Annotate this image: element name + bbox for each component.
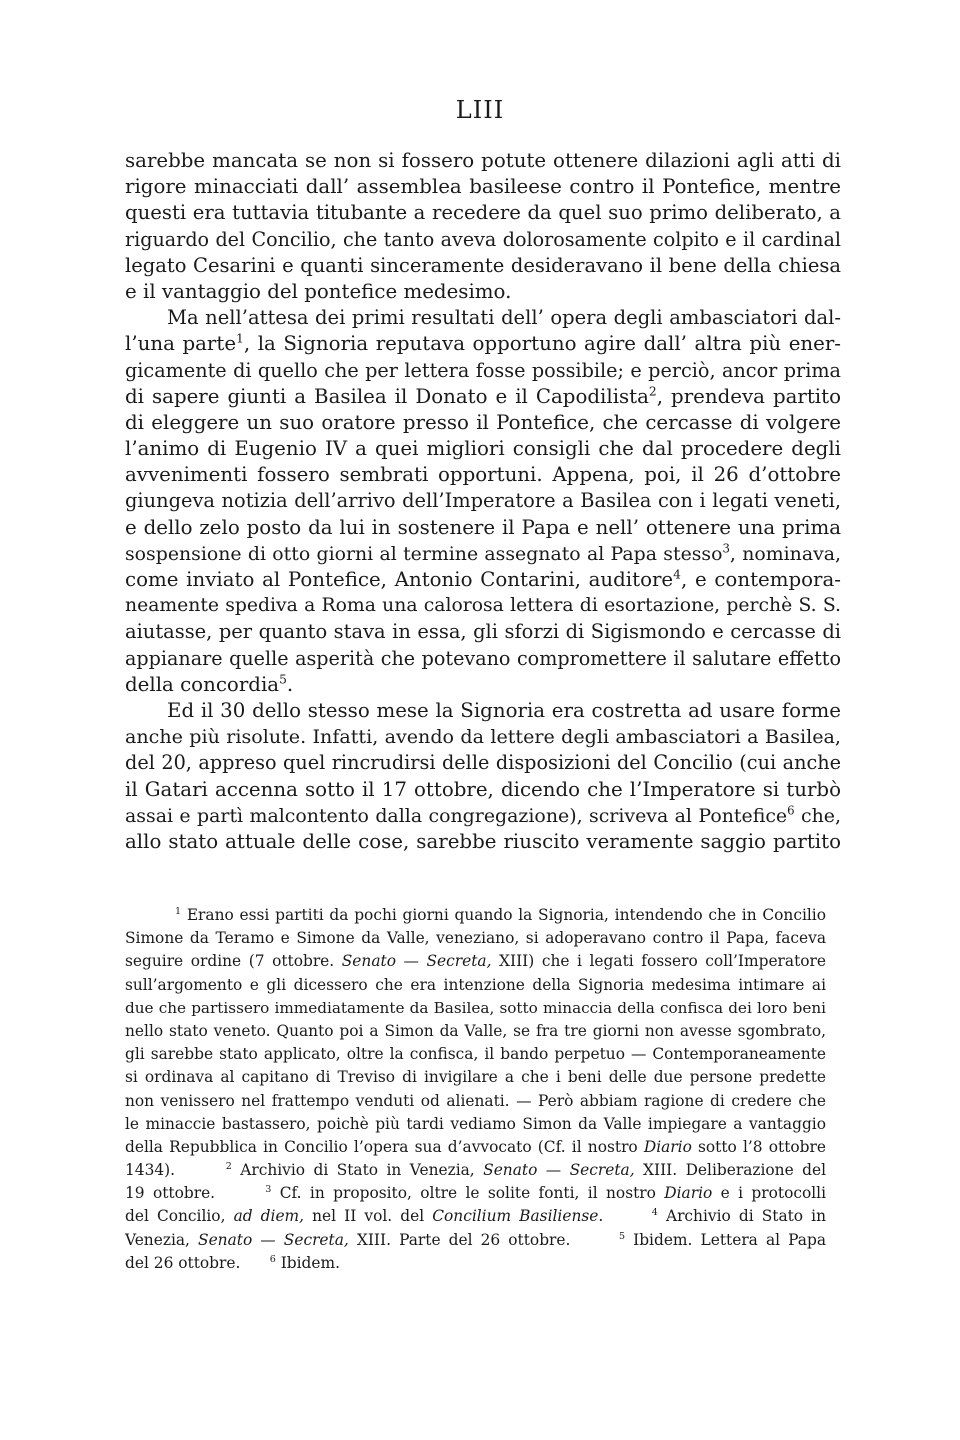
text-run: del 26 ottobre. (125, 1253, 270, 1272)
footnote-line (125, 1090, 826, 1113)
text-run: si ordinava al capitano di Treviso di invigilare a che i beni delle due persone predette (125, 1068, 826, 1087)
text-run: , nominava, (729, 542, 842, 565)
text-run: questi era tuttavia titubante a recedere da quel suo primo deliberato, a (125, 201, 841, 225)
text-run: gicamente di quello che per lettera fosse possibile; e perciò, ancor prima (125, 358, 841, 382)
footnote-line (125, 1066, 826, 1089)
footnote-marker: 4 (651, 1207, 658, 1219)
text-run: seguire ordine (7 ottobre. (125, 952, 342, 971)
text-run: , e contempora- (680, 568, 841, 591)
italic-text: Senato — Secreta, (341, 952, 492, 971)
text-line (125, 358, 841, 384)
text-run: sospensione di otto giorni al termine assegnato al Papa stesso (125, 542, 723, 565)
text-line (125, 515, 841, 541)
page-number: LIII (455, 96, 505, 124)
text-run: del Concilio, (125, 1207, 234, 1226)
text-run: , prendeva partito (656, 384, 841, 408)
footnote-marker: 2 (648, 384, 657, 399)
text-line (125, 724, 841, 750)
text-run: e i protocolli (712, 1184, 826, 1203)
text-run: l’animo di Eugenio IV a quei migliori consigli che dal procedere degli (125, 437, 841, 461)
italic-text: Senato — Secreta, (198, 1230, 349, 1249)
text-run: e il vantaggio del pontefice medesimo. (125, 279, 512, 303)
text-run: sarebbe mancata se non si fossero potute ottenere dilazioni agli atti di (125, 149, 841, 172)
text-line (125, 646, 841, 672)
text-run: due che partissero immediatamente da Basilea, sotto minaccia della confisca dei loro beni (125, 998, 826, 1017)
footnote-line (125, 927, 826, 950)
text-run: XIII. Parte del 26 ottobre. (348, 1230, 619, 1249)
italic-text: Diario (664, 1184, 713, 1203)
text-run: Ed il 30 dello stesso mese la Signoria era costretta ad usare forme (167, 698, 841, 722)
text-line (125, 672, 841, 698)
text-run: Simone da Teramo e Simone da Valle, veneziano, si adoperavano contro il Papa, faceva (125, 929, 826, 948)
text-run: nello stato veneto. Quanto poi a Simon da Valle, se fra tre giorni non avesse sgombrato, (125, 1021, 826, 1040)
text-run: legato Cesarini e quanti sinceramente desideravano il bene della chiesa (125, 253, 841, 277)
text-run: giungeva notizia dell’arrivo dell’Imperatore a Basilea con i legati veneti, (125, 489, 841, 513)
text-line (125, 384, 841, 410)
text-run: Ibidem. (275, 1253, 340, 1272)
footnote-line (125, 950, 826, 973)
text-run: della concordia (125, 672, 280, 696)
text-run: l’una parte (125, 332, 237, 356)
text-run: rigore minacciati dall’ assemblea basileese contro il Pontefice, mentre (125, 175, 841, 199)
text-run: neamente spediva a Roma una calorosa lettera di esortazione, perchè S. S. (125, 595, 841, 617)
footnote-line (125, 974, 826, 997)
text-line (125, 462, 841, 488)
footnote-marker: 6 (787, 803, 795, 818)
text-run: appianare quelle asperità che potevano compromettere il salutare effetto (125, 646, 841, 670)
italic-text: Concilium Basiliense. (432, 1207, 604, 1226)
text-run: come inviato al Pontefice, Antonio Contarini, auditore (125, 568, 674, 591)
text-run: Archivio di Stato in (657, 1207, 826, 1226)
italic-text: Senato — Secreta, (483, 1161, 635, 1180)
footnote-marker: 4 (673, 567, 681, 582)
footnote-marker: 2 (225, 1160, 232, 1172)
text-line (125, 279, 841, 305)
footnote-marker: 1 (236, 331, 244, 346)
text-line (125, 541, 841, 567)
footnote-line (125, 1159, 826, 1182)
footnote-marker: 5 (618, 1230, 626, 1242)
text-run: il Gatari accenna sotto il 17 ottobre, dicendo che l’Imperatore si turbò (125, 777, 841, 801)
text-run: Ma nell’attesa dei primi resultati dell’ opera degli ambasciatori dal- (167, 306, 841, 330)
italic-text: ad diem, (233, 1207, 305, 1226)
footnote-marker: 6 (269, 1253, 276, 1265)
footnote-line (125, 1020, 826, 1043)
footnotes (125, 904, 826, 1275)
text-line (125, 698, 841, 724)
footnote-line (125, 1113, 826, 1136)
text-run: gli sarebbe stato applicato, oltre la confisca, il bando perpetuo — Contemporaneamente (125, 1045, 826, 1064)
footnote-line (125, 1136, 826, 1159)
text-run: avvenimenti fossero sembrati opportuni. Appena, poi, il 26 d’ottobre (125, 463, 841, 487)
text-line (125, 803, 841, 829)
text-run: Erano essi partiti da pochi giorni quando la Signoria, intendendo che in Concilio (181, 906, 826, 924)
text-run: 1434). (125, 1161, 226, 1180)
text-run: sotto l’8 ottobre (691, 1137, 826, 1156)
main-text (125, 148, 841, 855)
text-run: Archivio di Stato in Venezia, (231, 1161, 484, 1180)
text-line (125, 777, 841, 803)
footnote-marker: 3 (722, 541, 730, 556)
text-run: XIII. Deliberazione del (634, 1161, 827, 1180)
footnote-line (125, 904, 826, 927)
text-run: di eleggere un suo oratore presso il Pontefice, che cercasse di volgere (125, 410, 841, 434)
text-line (125, 593, 841, 619)
text-run: allo stato attuale delle cose, sarebbe riuscito veramente saggio partito (125, 829, 841, 853)
text-run: che, (794, 804, 841, 827)
text-run: Cf. in proposito, oltre le solite fonti, il nostro (271, 1184, 665, 1203)
text-run: , la Signoria reputava opportuno agire dall’ altra più ener- (243, 332, 841, 356)
footnote-line (125, 1205, 826, 1228)
footnote-line (125, 1252, 826, 1275)
text-run: Venezia, (125, 1230, 199, 1249)
text-run: nel II vol. del (304, 1207, 433, 1226)
text-run: Ibidem. Lettera al Papa (625, 1230, 826, 1249)
text-line (125, 253, 841, 279)
text-line (125, 227, 841, 253)
text-line (125, 410, 841, 436)
text-line (125, 829, 841, 855)
text-line (125, 619, 841, 645)
text-run: non venissero nel frattempo venduti od alienati. — Però abbiam ragione di credere che (125, 1091, 826, 1110)
text-run: aiutasse, per quanto stava in essa, gli sforzi di Sigismondo e cercasse di (125, 620, 841, 644)
text-run: XIII) che i legati fossero coll’Imperatore (491, 952, 827, 971)
text-run (603, 1207, 652, 1225)
text-run: della Repubblica in Concilio l’opera sua d’avvocato (Cf. il nostro (125, 1137, 644, 1156)
text-run: . (286, 672, 294, 696)
text-line (125, 305, 841, 331)
text-line (125, 488, 841, 514)
text-line (125, 174, 841, 200)
text-run: sull’argomento e gli dicessero che era intenzione della Signoria medesima intimare ai (125, 975, 826, 994)
text-run: 19 ottobre. (125, 1184, 266, 1203)
footnote-marker: 5 (279, 672, 287, 687)
text-run: anche più risolute. Infatti, avendo da lettere degli ambasciatori a Basilea, (125, 726, 841, 749)
footnote-line (125, 1043, 826, 1066)
footnote-line (125, 1229, 826, 1252)
text-run: del 20, appreso quel rincrudirsi delle disposizioni del Concilio (cui anche (125, 751, 841, 775)
footnote-marker: 3 (265, 1184, 272, 1196)
text-run: di sapere giunti a Basilea il Donato e il Capodilista (125, 384, 649, 408)
text-line (125, 567, 841, 593)
text-run: riguardo del Concilio, che tanto aveva dolorosamente colpito e il cardinal (125, 227, 841, 251)
text-line (125, 200, 841, 226)
text-line (125, 148, 841, 174)
text-line (125, 436, 841, 462)
footnote-line (125, 1182, 826, 1205)
text-run: e dello zelo posto da lui in sostenere il Papa e nell’ ottenere una prima (125, 515, 841, 539)
text-run: le minaccie bastassero, poichè più tardi vediamo Simon da Valle impiegare a vantaggio (125, 1114, 826, 1133)
text-line (125, 331, 841, 357)
italic-text: Diario (643, 1137, 692, 1156)
text-line (125, 750, 841, 776)
footnote-marker: 1 (175, 905, 182, 917)
footnote-line (125, 997, 826, 1020)
text-run: assai e partì malcontento dalla congregazione), scriveva al Pontefice (125, 804, 788, 827)
